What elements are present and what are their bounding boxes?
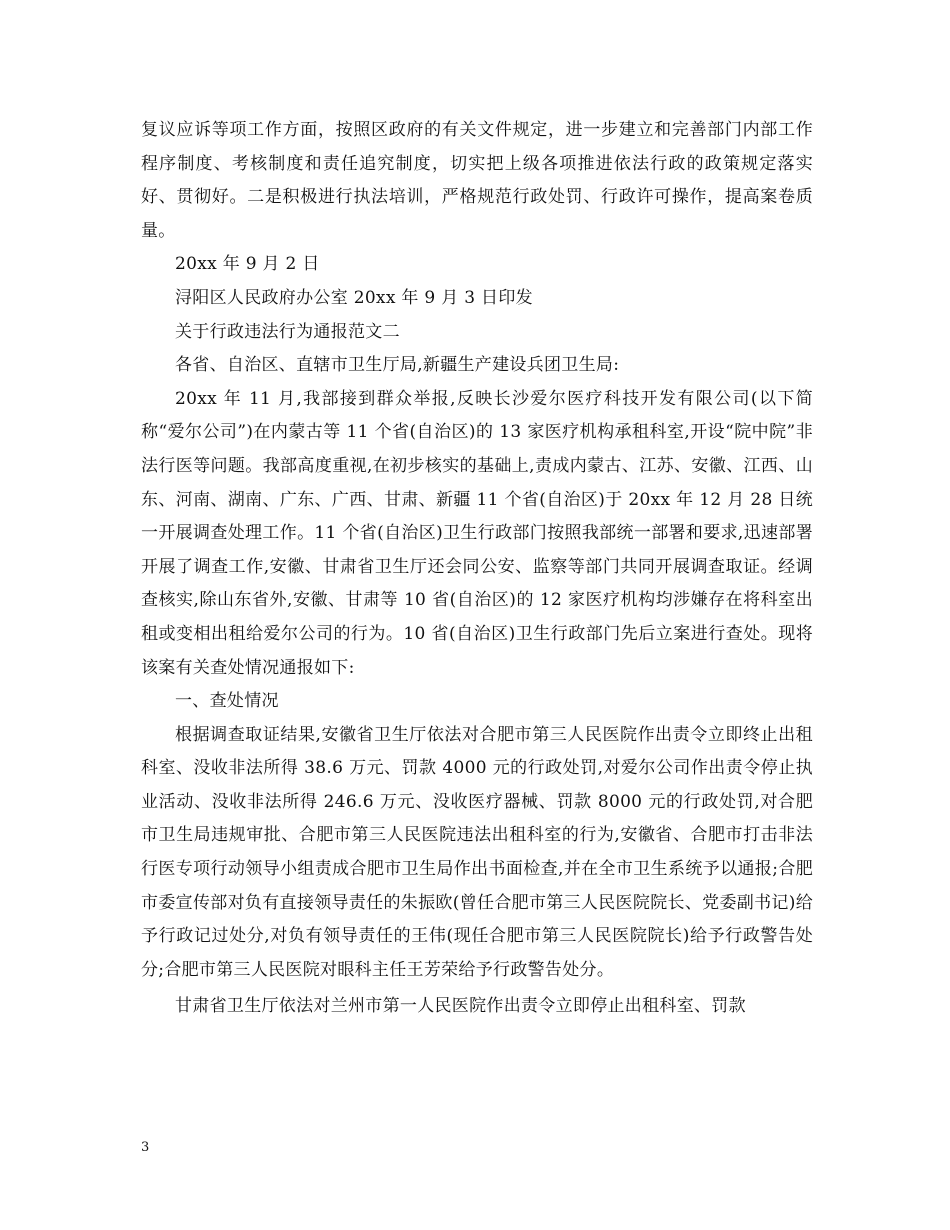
paragraph-date: 20xx 年 9 月 2 日 (175, 254, 320, 275)
paragraph-anhui: 根据调查取证结果,安徽省卫生厅依法对合肥市第三人民医院作出责令立即终止出租科室、没收非法所得 38.6 万元、罚款 4000 元的行政处罚,对爱尔公司作出责令停止执业活动、没收非法所得 246.6 万元、没收医疗器械、罚款 8000 元的行政处罚,对合肥市卫生局违规审批、合肥市第三人民医院违法出租科室的行为,安徽省、合肥市打击非法行医专项行动领导小组责成合肥市卫生局作出书面检查,并在全市卫生系统予以通报;合肥市委宣传部对负有直接领导责任的朱振欧(曾任合肥市第三人民医院院长、党委副书记)给予行政记过处分,对负有领导责任的王伟(现任合肥市第三人民医院院长)给予行政警告处分;合肥市第三人民医院对眼科主任王芳荣给予行政警告处分。 (141, 724, 813, 980)
page-number: 3 (141, 1140, 150, 1155)
paragraph-gansu: 甘肃省卫生厅依法对兰州市第一人民医院作出责令立即停止出租科室、罚款 (175, 996, 746, 1017)
paragraph-heading: 关于行政违法行为通报范文二 (175, 321, 400, 342)
paragraph-issuer: 浔阳区人民政府办公室 20xx 年 9 月 3 日印发 (175, 287, 533, 308)
document-body (141, 114, 813, 1024)
section-heading: 一、查处情况 (175, 691, 279, 712)
paragraph-continuation: 复议应诉等项工作方面，按照区政府的有关文件规定，进一步建立和完善部门内部工作程序制度、考核制度和责任追究制度，切实把上级各项推进依法行政的政策规定落实好、贯彻好。二是积极进行执法培训，严格规范行政处罚、行政许可操作，提高案卷质量。 (141, 120, 813, 241)
paragraph-salutation: 各省、自治区、直辖市卫生厅局,新疆生产建设兵团卫生局: (175, 355, 620, 376)
paragraph-report: 20xx 年 11 月,我部接到群众举报,反映长沙爱尔医疗科技开发有限公司(以下简称“爱尔公司”)在内蒙古等 11 个省(自治区)的 13 家医疗机构承租科室,开设“院中院”非法行医等问题。我部高度重视,在初步核实的基础上,责成内蒙古、江苏、安徽、江西、山东、河南、湖南、广东、广西、甘肃、新疆 11 个省(自治区)于 20xx 年 12 月 28 日统一开展调查处理工作。11 个省(自治区)卫生行政部门按照我部统一部署和要求,迅速部署开展了调查工作,安徽、甘肃省卫生厅还会同公安、监察等部门共同开展调查取证。经调查核实,除山东省外,安徽、甘肃等 10 省(自治区)的 12 家医疗机构均涉嫌存在将科室出租或变相出租给爱尔公司的行为。10 省(自治区)卫生行政部门先后立案进行查处。现将该案有关查处情况通报如下: (141, 388, 813, 678)
